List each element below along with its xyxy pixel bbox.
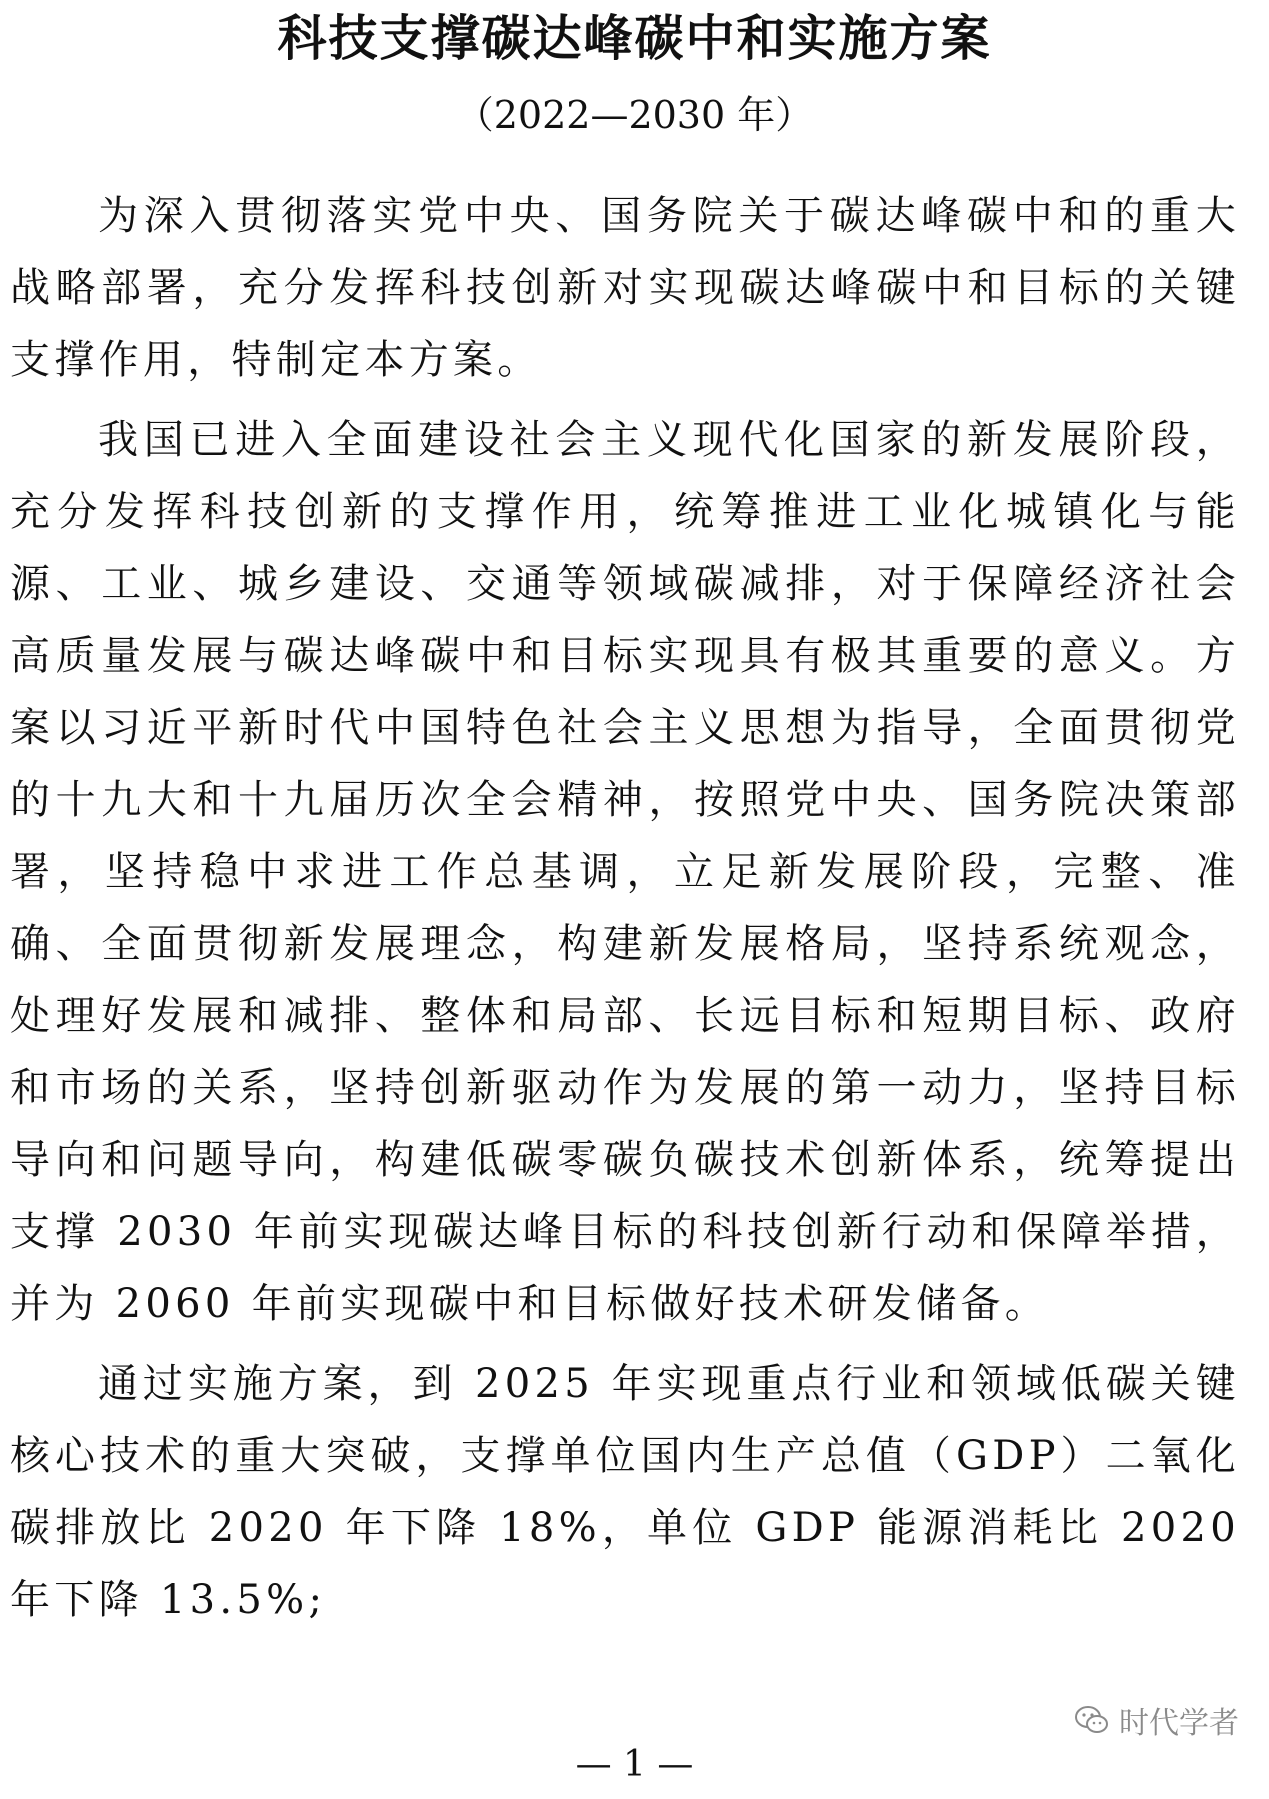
wechat-icon — [1075, 1705, 1109, 1735]
paragraph: 通过实施方案，到 2025 年实现重点行业和领域低碳关键核心技术的重大突破，支撑单位国内生产总值（GDP）二氧化碳排放比 2020 年下降 18%，单位 GDP 能源消耗比 2020 年下降 13.5%; — [10, 1361, 1240, 1623]
page-number: — 1 — — [575, 1744, 694, 1785]
document-subtitle: （2022—2030 年） — [455, 93, 814, 137]
paragraph: 为深入贯彻落实党中央、国务院关于碳达峰碳中和的重大战略部署，充分发挥科技创新对实现碳达峰碳中和目标的关键支撑作用，特制定本方案。 — [10, 193, 1240, 383]
document-title: 科技支撑碳达峰碳中和实施方案 — [277, 9, 992, 67]
watermark — [1075, 1698, 1239, 1742]
watermark-label: 时代学者 — [1119, 1706, 1239, 1741]
document-body — [10, 180, 1240, 1636]
paragraph: 我国已进入全面建设社会主义现代化国家的新发展阶段，充分发挥科技创新的支撑作用，统筹推进工业化城镇化与能源、工业、城乡建设、交通等领域碳减排，对于保障经济社会高质量发展与碳达峰碳中和目标实现具有极其重要的意义。方案以习近平新时代中国特色社会主义思想为指导，全面贯彻党的十九大和十九届历次全会精神，按照党中央、国务院决策部署，坚持稳中求进工作总基调，立足新发展阶段，完整、准确、全面贯彻新发展理念，构建新发展格局，坚持系统观念，处理好发展和减排、整体和局部、长远目标和短期目标、政府和市场的关系，坚持创新驱动作为发展的第一动力，坚持目标导向和问题导向，构建低碳零碳负碳技术创新体系，统筹提出支撑 2030 年前实现碳达峰目标的科技创新行动和保障举措，并为 2060 年前实现碳中和目标做好技术研发储备。 — [10, 417, 1240, 1327]
